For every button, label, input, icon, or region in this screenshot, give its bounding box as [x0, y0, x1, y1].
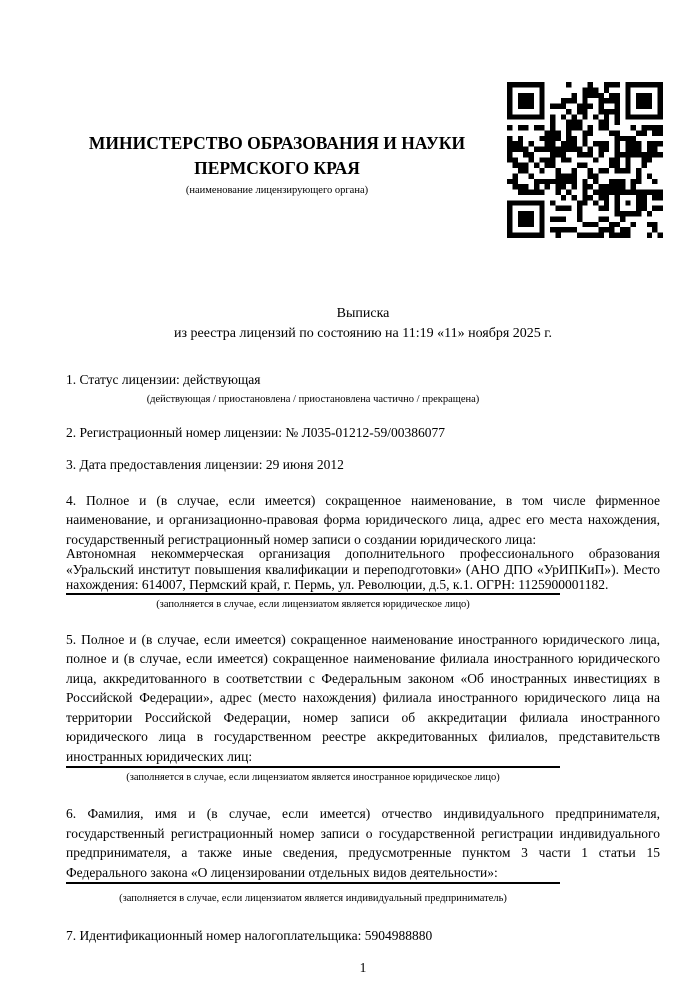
page-number: 1 — [359, 959, 367, 975]
document-title-line1: Выписка — [336, 306, 390, 321]
ministry-name-line1: МИНИСТЕРСТВО ОБРАЗОВАНИЯ И НАУКИ — [88, 133, 466, 153]
individual-note: (заполняется в случае, если лицензиатом является индивидуальный предприниматель) — [119, 893, 507, 904]
item-registration-number: 2. Регистрационный номер лицензии: № Л035-01212-59/00386077 — [66, 424, 446, 440]
foreign-entity-note: (заполняется в случае, если лицензиатом является иностранное юридическое лицо) — [126, 772, 500, 783]
item-taxpayer-number: 7. Идентификационный номер налогоплательщика: 5904988880 — [66, 928, 433, 943]
legal-entity-note: (заполняется в случае, если лицензиатом является юридическое лицо) — [156, 598, 470, 610]
licensing-authority-note: (наименование лицензирующего органа) — [185, 185, 369, 196]
qr-code-pattern — [507, 82, 663, 238]
legal-entity-fill-block — [66, 593, 560, 611]
foreign-entity-fill-line — [66, 766, 560, 768]
legal-entity-fill-line — [66, 593, 560, 595]
license-status-options-note: (действующая / приостановлена / приостановлена частично / прекращена) — [146, 393, 480, 405]
item-individual-heading: 6. Фамилия, имя и (в случае, если имеется) отчество индивидуального предпринимателя, государственный регистрационный номер записи о государственной регистрации индивидуального предпринимателя, а также иные сведения, предусмотренные пунктом 3 части 1 статьи 15 Федерального закона «О лицензировании отдельных видов деятельности»: — [66, 806, 660, 880]
ministry-header — [66, 131, 488, 197]
foreign-entity-fill-block — [66, 766, 560, 784]
item-grant-date: 3. Дата предоставления лицензии: 29 июня 2012 — [66, 457, 344, 472]
item-license-status: 1. Статус лицензии: действующая — [66, 372, 261, 387]
license-status-note-wrap — [66, 393, 560, 406]
individual-fill-line — [66, 882, 560, 884]
individual-fill-block — [66, 882, 560, 905]
item-foreign-entity-heading: 5. Полное и (в случае, если имеется) сокращенное наименование иностранного юридического лица, полное и (в случае, если имеется) сокращенное наименование филиала иностранного юридического лица, аккредитованного в соответствии с Федеральным законом «Об иностранных инвестициях в Российской Федерации», адрес (место нахождения) филиала иностранного юридического лица на территории Российской Федерации, номер записи об аккредитации филиала иностранного юридического лица в государственном реестре аккредитованных филиалов, представительств иностранных юридических лиц: — [66, 631, 660, 764]
qr-code-icon — [507, 82, 663, 238]
legal-entity-value: Автономная некоммерческая организация дополнительного профессионального образования «Уральский институт повышения квалификации и переподготовки» (АНО ДПО «УрИПКиП»). Место нахождения: 614007, Пермский край, г. Пермь, ул. Революции, д.5, к.1. ОГРН: 1125900001182. — [66, 546, 660, 592]
document-title-line2: из реестра лицензий по состоянию на 11:19 «11» ноября 2025 г. — [174, 325, 552, 341]
document-title — [66, 304, 660, 343]
item-legal-entity-heading: 4. Полное и (в случае, если имеется) сокращенное наименование, в том числе фирменное наименование, и организационно-правовая форма юридического лица, адрес его места нахождения, государственный регистрационный номер записи о создании юридического лица: — [66, 492, 660, 547]
ministry-name-line2: ПЕРМСКОГО КРАЯ — [194, 158, 360, 178]
